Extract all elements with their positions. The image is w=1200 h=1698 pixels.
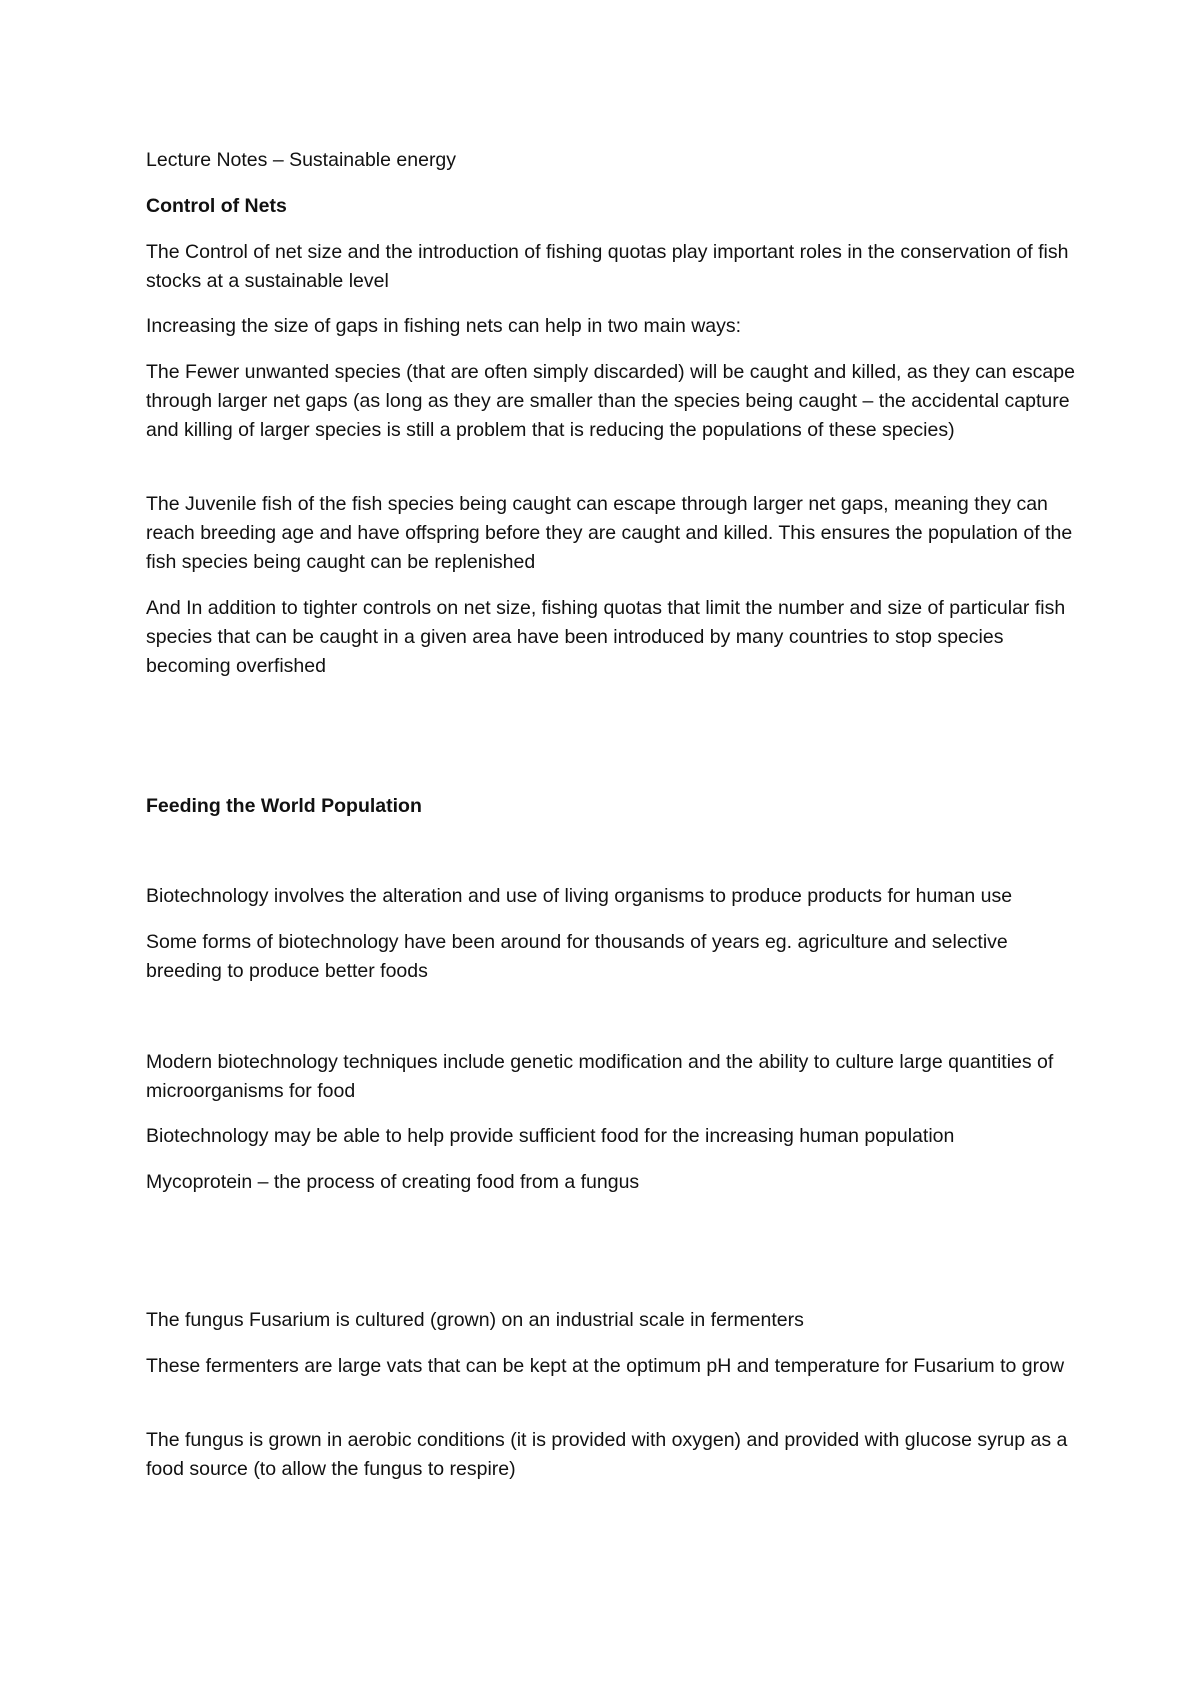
paragraph: And In addition to tighter controls on net size, fishing quotas that limit the number and size of particular fish species that can be caught in a given area have been introduced by many countries to stop species becoming overfished [146,597,1066,677]
paragraph: Mycoprotein – the process of creating food from a fungus [146,1171,640,1193]
paragraph: Some forms of biotechnology have been around for thousands of years eg. agriculture and selective breeding to produce better foods [146,931,1008,982]
paragraph: The fungus is grown in aerobic conditions (it is provided with oxygen) and provided with glucose syrup as a food source (to allow the fungus to respire) [146,1429,1068,1480]
paragraph: Increasing the size of gaps in fishing nets can help in two main ways: [146,315,742,337]
paragraph: The Control of net size and the introduction of fishing quotas play important roles in the conservation of fish stocks at a sustainable level [146,241,1069,292]
paragraph: The Fewer unwanted species (that are often simply discarded) will be caught and killed, as they can escape through larger net gaps (as long as they are smaller than the species being caught – the accidental capture and killing of larger species is still a problem that is reducing the populations of these species) [146,361,1075,441]
paragraph: These fermenters are large vats that can be kept at the optimum pH and temperature for Fusarium to grow [146,1355,1065,1377]
section-heading-feeding-the-world: Feeding the World Population [146,795,422,817]
paragraph: Modern biotechnology techniques include genetic modification and the ability to culture large quantities of microorganisms for food [146,1051,1054,1102]
paragraph: The fungus Fusarium is cultured (grown) on an industrial scale in fermenters [146,1309,804,1331]
section-heading-control-of-nets: Control of Nets [146,195,287,217]
document-title: Lecture Notes – Sustainable energy [146,149,457,171]
paragraph: Biotechnology may be able to help provide sufficient food for the increasing human population [146,1125,955,1147]
paragraph: Biotechnology involves the alteration and use of living organisms to produce products for human use [146,885,1013,907]
paragraph: The Juvenile fish of the fish species being caught can escape through larger net gaps, meaning they can reach breeding age and have offspring before they are caught and killed. This ensures the population of the fish species being caught can be replenished [146,493,1073,573]
